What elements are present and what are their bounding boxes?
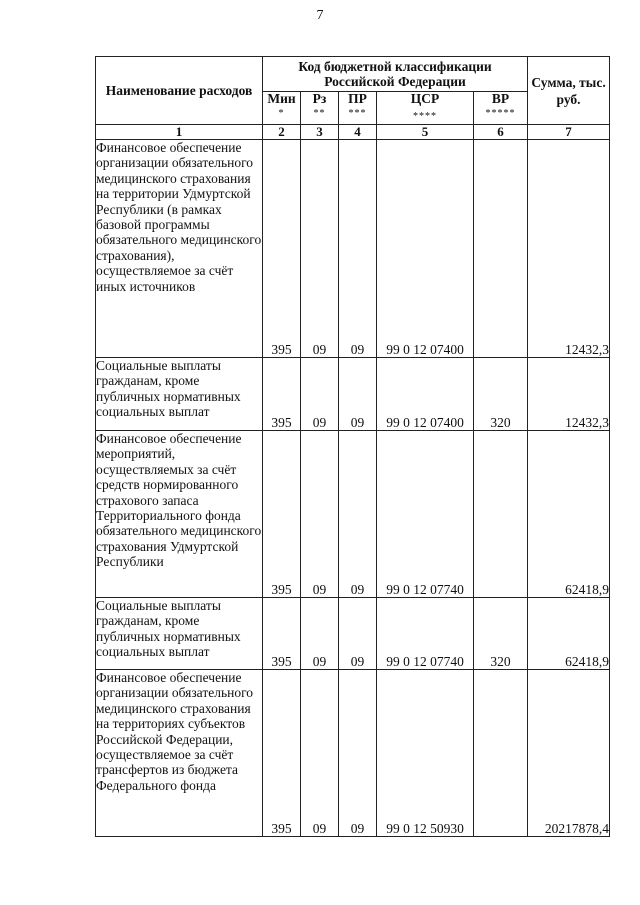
- vr-code: [474, 670, 528, 837]
- vr-code: 320: [474, 598, 528, 670]
- pr-code: 09: [339, 670, 377, 837]
- column-number: 2: [263, 125, 301, 140]
- header-min: Мин *: [263, 92, 301, 125]
- min-code: 395: [263, 670, 301, 837]
- expense-name: Финансовое обеспечение мероприятий, осуществляемых за счёт средств нормированного страхового запаса Территориального фонда обязательного медицинского страхования Удмуртской Республики: [96, 431, 263, 598]
- header-name: Наименование расходов: [96, 57, 263, 125]
- table-row: [96, 358, 610, 431]
- expense-name: Социальные выплаты гражданам, кроме публичных нормативных социальных выплат: [96, 358, 263, 431]
- min-code: 395: [263, 431, 301, 598]
- rz-code: 09: [301, 670, 339, 837]
- expense-name: Финансовое обеспечение организации обязательного медицинского страхования на территориях субъектов Российской Федерации, осуществляемое за счёт трансфертов из бюджета Федерального фонда: [96, 670, 263, 837]
- header-sum: Сумма, тыс. руб.: [528, 57, 610, 125]
- table-row: [96, 598, 610, 670]
- pr-code: 09: [339, 598, 377, 670]
- csr-code: 99 0 12 07740: [377, 431, 474, 598]
- header-rz: Рз **: [301, 92, 339, 125]
- csr-code: 99 0 12 50930: [377, 670, 474, 837]
- budget-table: [95, 56, 610, 837]
- column-numbers-row: [96, 125, 610, 140]
- sum-value: 20217878,4: [528, 670, 610, 837]
- vr-code: [474, 140, 528, 358]
- rz-code: 09: [301, 140, 339, 358]
- header-pr: ПР ***: [339, 92, 377, 125]
- expense-name: Финансовое обеспечение организации обязательного медицинского страхования на территории Удмуртской Республики (в рамках базовой программы обязательного медицинского страхования), осуществляемое за счёт иных источников: [96, 140, 263, 358]
- column-number: 5: [377, 125, 474, 140]
- column-number: 1: [96, 125, 263, 140]
- expense-name: Социальные выплаты гражданам, кроме публичных нормативных социальных выплат: [96, 598, 263, 670]
- table-row: [96, 670, 610, 837]
- table-row: [96, 431, 610, 598]
- csr-code: 99 0 12 07740: [377, 598, 474, 670]
- csr-code: 99 0 12 07400: [377, 140, 474, 358]
- column-number: 6: [474, 125, 528, 140]
- vr-code: [474, 431, 528, 598]
- min-code: 395: [263, 358, 301, 431]
- header-vr: ВР *****: [474, 92, 528, 125]
- sum-value: 62418,9: [528, 598, 610, 670]
- page-number: 7: [316, 8, 324, 23]
- column-number: 3: [301, 125, 339, 140]
- pr-code: 09: [339, 358, 377, 431]
- min-code: 395: [263, 140, 301, 358]
- column-number: 4: [339, 125, 377, 140]
- rz-code: 09: [301, 431, 339, 598]
- csr-code: 99 0 12 07400: [377, 358, 474, 431]
- rz-code: 09: [301, 358, 339, 431]
- header-csr: ЦСР ****: [377, 92, 474, 125]
- header-classification-group: Код бюджетной классификации Российской Федерации: [263, 57, 528, 92]
- vr-code: 320: [474, 358, 528, 431]
- pr-code: 09: [339, 431, 377, 598]
- pr-code: 09: [339, 140, 377, 358]
- table-row: [96, 140, 610, 358]
- rz-code: 09: [301, 598, 339, 670]
- sum-value: 62418,9: [528, 431, 610, 598]
- min-code: 395: [263, 598, 301, 670]
- sum-value: 12432,3: [528, 358, 610, 431]
- column-number: 7: [528, 125, 610, 140]
- sum-value: 12432,3: [528, 140, 610, 358]
